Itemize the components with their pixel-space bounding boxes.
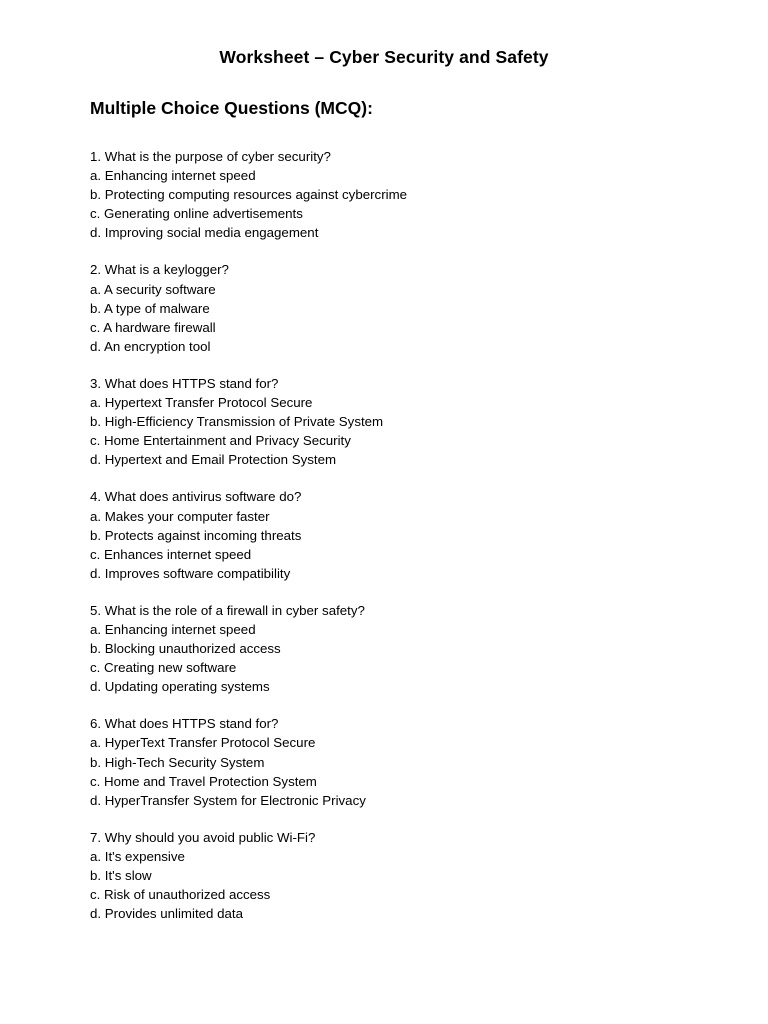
answer-option: c. Home Entertainment and Privacy Security [90, 433, 351, 449]
answer-option: b. It's slow [90, 868, 152, 883]
answer-option: d. Hypertext and Email Protection System [90, 452, 337, 468]
answer-option: a. Hypertext Transfer Protocol Secure [90, 395, 313, 411]
question-block [90, 260, 730, 355]
answer-option: b. Blocking unauthorized access [90, 641, 281, 657]
answer-option: a. A security software [90, 281, 216, 297]
question-block [90, 374, 730, 469]
question-block [90, 487, 730, 582]
answer-option: c. Home and Travel Protection System [90, 773, 317, 789]
question-list [90, 147, 730, 941]
section-heading: Multiple Choice Questions (MCQ): [90, 98, 373, 118]
question-text: 1. What is the purpose of cyber security? [90, 149, 331, 164]
answer-option: a. Enhancing internet speed [90, 168, 256, 184]
answer-option: d. HyperTransfer System for Electronic Privacy [90, 792, 366, 808]
answer-option: a. Enhancing internet speed [90, 621, 256, 637]
answer-option: a. HyperText Transfer Protocol Secure [90, 735, 316, 751]
question-text: 4. What does antivirus software do? [90, 489, 302, 505]
answer-option: c. Risk of unauthorized access [90, 887, 271, 903]
answer-option: d. An encryption tool [90, 338, 211, 354]
answer-option: b. Protects against incoming threats [90, 527, 302, 543]
answer-option: d. Improving social media engagement [90, 225, 319, 241]
page-title: Worksheet – Cyber Security and Safety [219, 47, 549, 67]
answer-option: c. Creating new software [90, 660, 237, 676]
question-text: 5. What is the role of a firewall in cyber safety? [90, 602, 365, 618]
question-text: 7. Why should you avoid public Wi-Fi? [90, 829, 316, 845]
question-text: 6. What does HTTPS stand for? [90, 716, 279, 732]
question-block [90, 714, 730, 809]
question-block [90, 601, 730, 696]
answer-option: c. A hardware firewall [90, 319, 216, 335]
answer-option: c. Enhances internet speed [90, 546, 252, 562]
answer-option: c. Generating online advertisements [90, 206, 303, 222]
answer-option: b. A type of malware [90, 300, 210, 316]
answer-option: d. Updating operating systems [90, 679, 270, 695]
question-block [90, 828, 730, 923]
answer-option: a. Makes your computer faster [90, 508, 270, 524]
answer-option: b. High-Tech Security System [90, 754, 265, 770]
answer-option: a. It's expensive [90, 848, 185, 864]
answer-option: b. High-Efficiency Transmission of Private System [90, 414, 384, 430]
question-block [90, 147, 730, 242]
answer-option: d. Provides unlimited data [90, 906, 243, 922]
answer-option: b. Protecting computing resources against cybercrime [90, 187, 408, 203]
answer-option: d. Improves software compatibility [90, 565, 291, 581]
question-text: 3. What does HTTPS stand for? [90, 375, 279, 391]
question-text: 2. What is a keylogger? [90, 262, 229, 278]
